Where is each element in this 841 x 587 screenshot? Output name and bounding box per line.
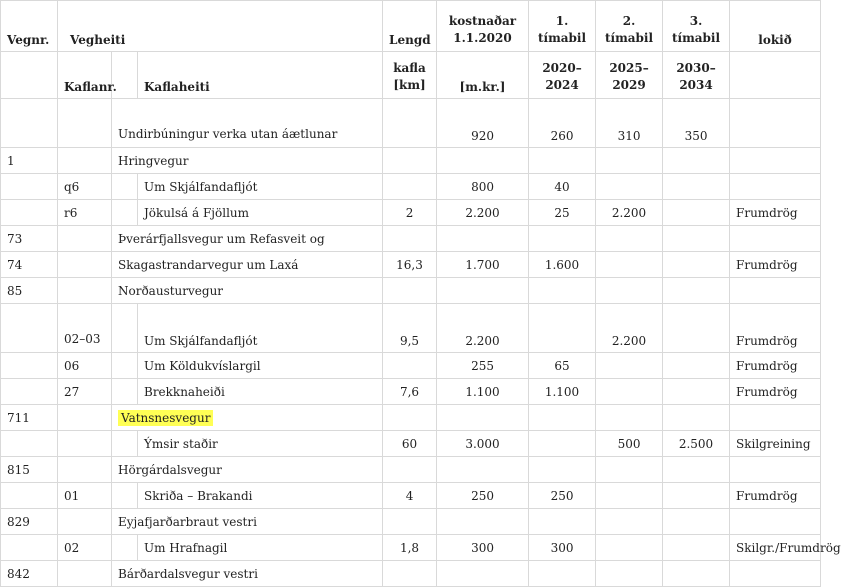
table-row <box>1 353 821 379</box>
cell-lokid <box>730 174 821 200</box>
cell-timabil-1: 260 <box>529 99 596 148</box>
cell-kaflaheiti: Ýmsir staðir <box>138 431 383 457</box>
table-row <box>1 509 821 535</box>
cell-indent <box>112 174 138 200</box>
cell-vegnr: 74 <box>1 252 58 278</box>
cell-timabil-2: 2.200 <box>596 304 663 353</box>
cell-lokid <box>730 148 821 174</box>
cell-kaflanr <box>58 148 112 174</box>
header-timabil-1-line1: 1. <box>555 14 569 28</box>
header-timabil-1-line2: tímabil <box>537 31 587 45</box>
road-name: Bárðardalsvegur vestri <box>118 566 258 581</box>
road-name: Hörgárdalsvegur <box>118 462 222 477</box>
subheader-period-3 <box>663 52 730 99</box>
cell-lokid: Frumdrög <box>730 353 821 379</box>
cell-timabil-2 <box>596 405 663 431</box>
cell-indent <box>112 353 138 379</box>
table-row <box>1 226 821 252</box>
cell-timabil-3 <box>663 252 730 278</box>
table-body <box>1 99 841 587</box>
cell-timabil-2 <box>596 509 663 535</box>
subheader-period-1 <box>529 52 596 99</box>
cell-timabil-3 <box>663 353 730 379</box>
cell-lengd: 7,6 <box>383 379 437 405</box>
cell-kaflanr: q6 <box>58 174 112 200</box>
cell-kostnadur: 800 <box>437 174 529 200</box>
cell-lengd <box>383 457 437 483</box>
cell-timabil-2 <box>596 174 663 200</box>
cell-kostnadur: 3.000 <box>437 431 529 457</box>
header-row <box>1 1 821 52</box>
cell-kaflaheiti: Brekknaheiði <box>138 379 383 405</box>
subheader-period-3-line1: 2030– <box>676 61 716 75</box>
cell-kostnadur: 250 <box>437 483 529 509</box>
cell-lengd <box>383 226 437 252</box>
cell-lokid: Skilgreining <box>730 431 821 457</box>
cell-timabil-3: 2.500 <box>663 431 730 457</box>
cell-kostnadur: 255 <box>437 353 529 379</box>
cell-timabil-3 <box>663 509 730 535</box>
cell-indent <box>112 483 138 509</box>
cell-timabil-1 <box>529 431 596 457</box>
road-name: Skagastrandarvegur um Laxá <box>118 257 299 272</box>
header-lokid: lokið <box>730 1 821 52</box>
cell-kaflanr: 02 <box>58 535 112 561</box>
highlighted-road-name: Vatnsnesvegur <box>118 410 213 426</box>
cell-vegnr <box>1 379 58 405</box>
cell-indent <box>112 304 138 353</box>
cell-vegnr: 842 <box>1 561 58 587</box>
subheader-empty <box>730 52 821 99</box>
header-vegnr: Vegnr. <box>1 1 58 52</box>
cell-vegheiti <box>112 509 383 535</box>
cell-kaflanr: 06 <box>58 353 112 379</box>
cell-lengd: 9,5 <box>383 304 437 353</box>
cell-timabil-1: 250 <box>529 483 596 509</box>
cell-vegheiti <box>112 226 383 252</box>
cell-kaflanr: 01 <box>58 483 112 509</box>
cell-lengd <box>383 509 437 535</box>
subheader-period-2-line1: 2025– <box>609 61 649 75</box>
cell-kaflaheiti: Skriða – Brakandi <box>138 483 383 509</box>
cell-vegheiti <box>112 252 383 278</box>
cell-indent <box>112 535 138 561</box>
cell-timabil-2 <box>596 353 663 379</box>
cell-lengd <box>383 148 437 174</box>
table-row <box>1 148 821 174</box>
cell-indent <box>112 379 138 405</box>
cell-timabil-3 <box>663 561 730 587</box>
cell-timabil-2 <box>596 148 663 174</box>
cell-timabil-1 <box>529 561 596 587</box>
cell-kaflanr <box>58 561 112 587</box>
subheader-period-2-line2: 2029 <box>612 78 646 92</box>
cell-kostnadur <box>437 278 529 304</box>
subheader-row <box>1 52 821 99</box>
cell-vegnr <box>1 431 58 457</box>
cell-kostnadur <box>437 509 529 535</box>
cell-timabil-1: 1.100 <box>529 379 596 405</box>
table-row <box>1 457 821 483</box>
cell-lengd: 60 <box>383 431 437 457</box>
cell-timabil-3 <box>663 226 730 252</box>
cell-vegnr: 815 <box>1 457 58 483</box>
cell-timabil-3 <box>663 304 730 353</box>
cell-timabil-1: 40 <box>529 174 596 200</box>
cell-timabil-3 <box>663 535 730 561</box>
cell-lengd <box>383 174 437 200</box>
cell-timabil-3 <box>663 200 730 226</box>
cell-kostnadur <box>437 457 529 483</box>
cell-kaflaheiti: Um Hrafnagil <box>138 535 383 561</box>
table-row <box>1 304 821 353</box>
cell-kaflanr <box>58 278 112 304</box>
cell-lengd: 2 <box>383 200 437 226</box>
cell-kostnadur <box>437 226 529 252</box>
header-lengd: Lengd <box>383 1 437 52</box>
cell-lokid <box>730 99 821 148</box>
cell-timabil-3 <box>663 379 730 405</box>
cell-vegnr: 711 <box>1 405 58 431</box>
cell-kostnadur <box>437 561 529 587</box>
cell-vegheiti <box>112 561 383 587</box>
subheader-period-2 <box>596 52 663 99</box>
cell-kaflaheiti: Jökulsá á Fjöllum <box>138 200 383 226</box>
cell-timabil-2: 310 <box>596 99 663 148</box>
cell-kaflanr: 02–03 <box>58 304 112 353</box>
header-vegheiti: Vegheiti <box>58 1 383 52</box>
cell-indent <box>112 200 138 226</box>
subheader-kafla <box>383 52 437 99</box>
cell-kostnadur: 1.100 <box>437 379 529 405</box>
table-row <box>1 405 821 431</box>
road-name: Norðausturvegur <box>118 283 224 298</box>
cell-timabil-1: 1.600 <box>529 252 596 278</box>
header-timabil-3 <box>663 1 730 52</box>
cell-vegheiti <box>112 99 383 148</box>
cell-lengd <box>383 405 437 431</box>
cell-timabil-1 <box>529 405 596 431</box>
cell-vegnr: 85 <box>1 278 58 304</box>
cell-timabil-1: 300 <box>529 535 596 561</box>
subheader-mkr: [m.kr.] <box>437 52 529 99</box>
table-row <box>1 252 821 278</box>
cell-vegnr <box>1 353 58 379</box>
cell-kostnadur: 300 <box>437 535 529 561</box>
cell-kaflanr <box>58 252 112 278</box>
cell-timabil-1 <box>529 457 596 483</box>
cell-vegnr: 829 <box>1 509 58 535</box>
cell-vegheiti <box>112 405 383 431</box>
table-row <box>1 483 821 509</box>
subheader-kaflaheiti: Kaflaheiti <box>138 52 383 99</box>
cell-kaflaheiti: Um Skjálfandafljót <box>138 304 383 353</box>
cell-vegnr <box>1 174 58 200</box>
cell-timabil-2 <box>596 457 663 483</box>
table-row <box>1 200 821 226</box>
cell-vegnr <box>1 99 58 148</box>
cell-timabil-1: 25 <box>529 200 596 226</box>
cell-lengd <box>383 99 437 148</box>
cell-timabil-3 <box>663 405 730 431</box>
cell-timabil-2 <box>596 535 663 561</box>
cell-lokid <box>730 226 821 252</box>
cell-vegnr: 1 <box>1 148 58 174</box>
cell-vegnr <box>1 483 58 509</box>
cell-lokid <box>730 278 821 304</box>
cell-lokid: Frumdrög <box>730 200 821 226</box>
cell-lengd <box>383 561 437 587</box>
cell-kaflanr: 27 <box>58 379 112 405</box>
cell-kaflanr <box>58 431 112 457</box>
cell-timabil-2: 2.200 <box>596 200 663 226</box>
cell-timabil-2: 500 <box>596 431 663 457</box>
cell-kaflanr <box>58 457 112 483</box>
cell-lokid: Frumdrög <box>730 483 821 509</box>
cell-timabil-1 <box>529 278 596 304</box>
table-row <box>1 379 821 405</box>
cell-timabil-2 <box>596 226 663 252</box>
cell-lokid: Frumdrög <box>730 379 821 405</box>
cell-timabil-3 <box>663 278 730 304</box>
cell-kaflanr <box>58 99 112 148</box>
cell-lokid <box>730 509 821 535</box>
header-kostnadur-line2: 1.1.2020 <box>453 31 512 45</box>
cell-lengd: 4 <box>383 483 437 509</box>
cell-kostnadur <box>437 405 529 431</box>
cell-lokid: Frumdrög <box>730 304 821 353</box>
cell-lokid <box>730 457 821 483</box>
cell-lokid <box>730 405 821 431</box>
cell-timabil-1 <box>529 226 596 252</box>
header-timabil-3-line1: 3. <box>689 14 703 28</box>
cell-timabil-2 <box>596 379 663 405</box>
cell-kostnadur: 920 <box>437 99 529 148</box>
table-row <box>1 174 821 200</box>
cell-kaflanr: r6 <box>58 200 112 226</box>
header-kostnadur <box>437 1 529 52</box>
cell-kaflaheiti: Um Köldukvíslargil <box>138 353 383 379</box>
cell-timabil-3 <box>663 174 730 200</box>
subheader-kafla-line2: [km] <box>393 78 426 92</box>
subheader-period-1-line2: 2024 <box>545 78 579 92</box>
table-row <box>1 99 821 148</box>
cell-timabil-2 <box>596 561 663 587</box>
cell-timabil-1: 65 <box>529 353 596 379</box>
cell-vegnr: 73 <box>1 226 58 252</box>
subheader-kafla-line1: kafla <box>393 61 426 75</box>
header-timabil-1 <box>529 1 596 52</box>
cell-indent <box>112 431 138 457</box>
cell-lokid: Skilgr./Frumdrög <box>730 535 821 561</box>
cell-kostnadur: 1.700 <box>437 252 529 278</box>
table-row <box>1 561 821 587</box>
cell-lokid <box>730 561 821 587</box>
road-name: Eyjafjarðarbraut vestri <box>118 514 257 529</box>
cell-timabil-1 <box>529 304 596 353</box>
cell-timabil-3 <box>663 148 730 174</box>
cell-timabil-3 <box>663 457 730 483</box>
header-timabil-2-line2: tímabil <box>604 31 654 45</box>
subheader-empty <box>1 52 58 99</box>
cell-timabil-3: 350 <box>663 99 730 148</box>
cell-kaflaheiti: Um Skjálfandafljót <box>138 174 383 200</box>
cell-timabil-2 <box>596 483 663 509</box>
cell-kostnadur: 2.200 <box>437 200 529 226</box>
cell-vegheiti <box>112 148 383 174</box>
cell-kostnadur <box>437 148 529 174</box>
road-name: Undirbúningur verka utan áætlunar <box>118 127 338 141</box>
cell-timabil-3 <box>663 483 730 509</box>
subheader-period-3-line2: 2034 <box>679 78 713 92</box>
subheader-kaflanr: Kaflanr. <box>58 52 112 99</box>
cell-lokid: Frumdrög <box>730 252 821 278</box>
cell-vegnr <box>1 200 58 226</box>
table-row <box>1 431 821 457</box>
cell-vegnr <box>1 304 58 353</box>
header-timabil-3-line2: tímabil <box>671 31 721 45</box>
road-name: Þverárfjallsvegur um Refasveit og <box>118 231 325 246</box>
road-name: Hringvegur <box>118 153 189 168</box>
cell-vegheiti <box>112 457 383 483</box>
cell-timabil-1 <box>529 509 596 535</box>
subheader-period-1-line1: 2020– <box>542 61 582 75</box>
header-timabil-2-line1: 2. <box>622 14 636 28</box>
cell-timabil-2 <box>596 278 663 304</box>
header-timabil-2 <box>596 1 663 52</box>
table-row <box>1 535 821 561</box>
cell-lengd <box>383 353 437 379</box>
cell-kaflanr <box>58 405 112 431</box>
cell-vegheiti <box>112 278 383 304</box>
cell-kostnadur: 2.200 <box>437 304 529 353</box>
cell-lengd: 1,8 <box>383 535 437 561</box>
cell-lengd: 16,3 <box>383 252 437 278</box>
header-kostnadur-line1: kostnaðar <box>448 14 517 28</box>
cell-kaflanr <box>58 226 112 252</box>
table-row <box>1 278 821 304</box>
cell-kaflanr <box>58 509 112 535</box>
cell-timabil-1 <box>529 148 596 174</box>
cell-lengd <box>383 278 437 304</box>
cell-timabil-2 <box>596 252 663 278</box>
cell-vegnr <box>1 535 58 561</box>
